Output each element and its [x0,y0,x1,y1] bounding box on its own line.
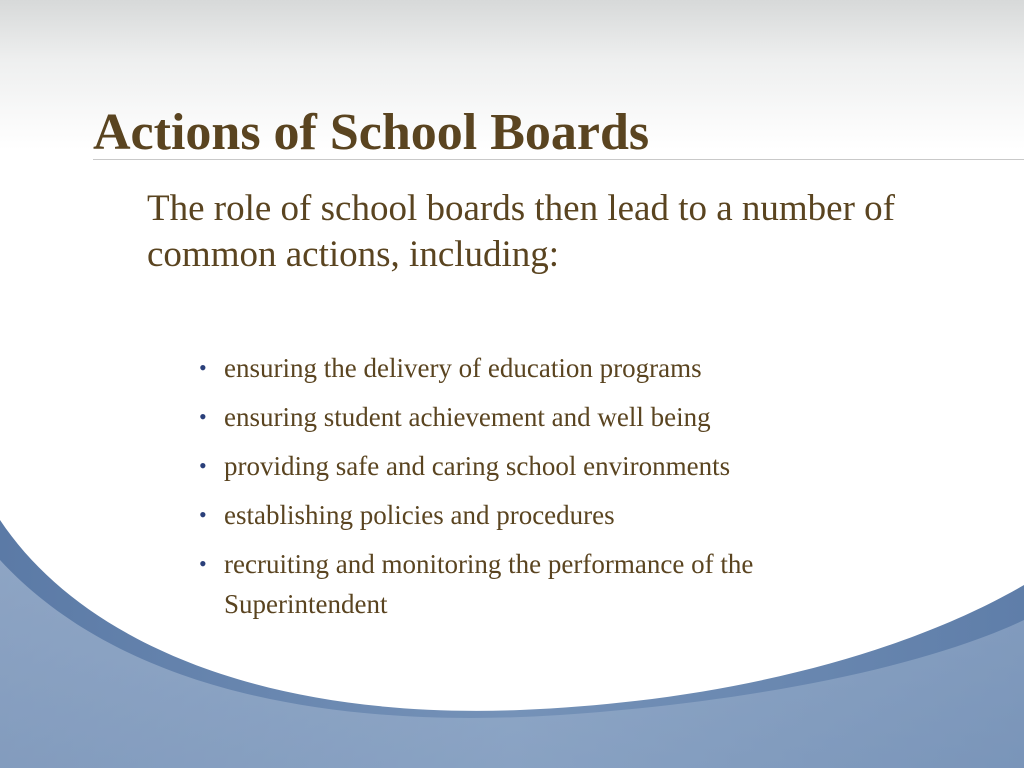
slide-title: Actions of School Boards [93,104,650,161]
list-item-text: recruiting and monitoring the performance of the Superintendent [224,549,754,619]
list-item-text: ensuring the delivery of education programs [224,353,702,383]
list-item-text: providing safe and caring school environments [224,451,731,481]
list-item [199,446,899,486]
bullet-icon: • [199,355,207,380]
list-item-text: ensuring student achievement and well being [224,402,711,432]
bullet-icon: • [199,404,207,429]
bullet-icon: • [199,551,207,576]
bullet-list [199,348,899,633]
list-item-text: establishing policies and procedures [224,500,615,530]
bullet-icon: • [199,453,207,478]
bullet-icon: • [199,502,207,527]
list-item [199,544,899,624]
intro-text: The role of school boards then lead to a number of common actions, including: [147,188,895,275]
list-item [199,348,899,388]
list-item [199,397,899,437]
list-item [199,495,899,535]
title-divider [93,159,1024,160]
